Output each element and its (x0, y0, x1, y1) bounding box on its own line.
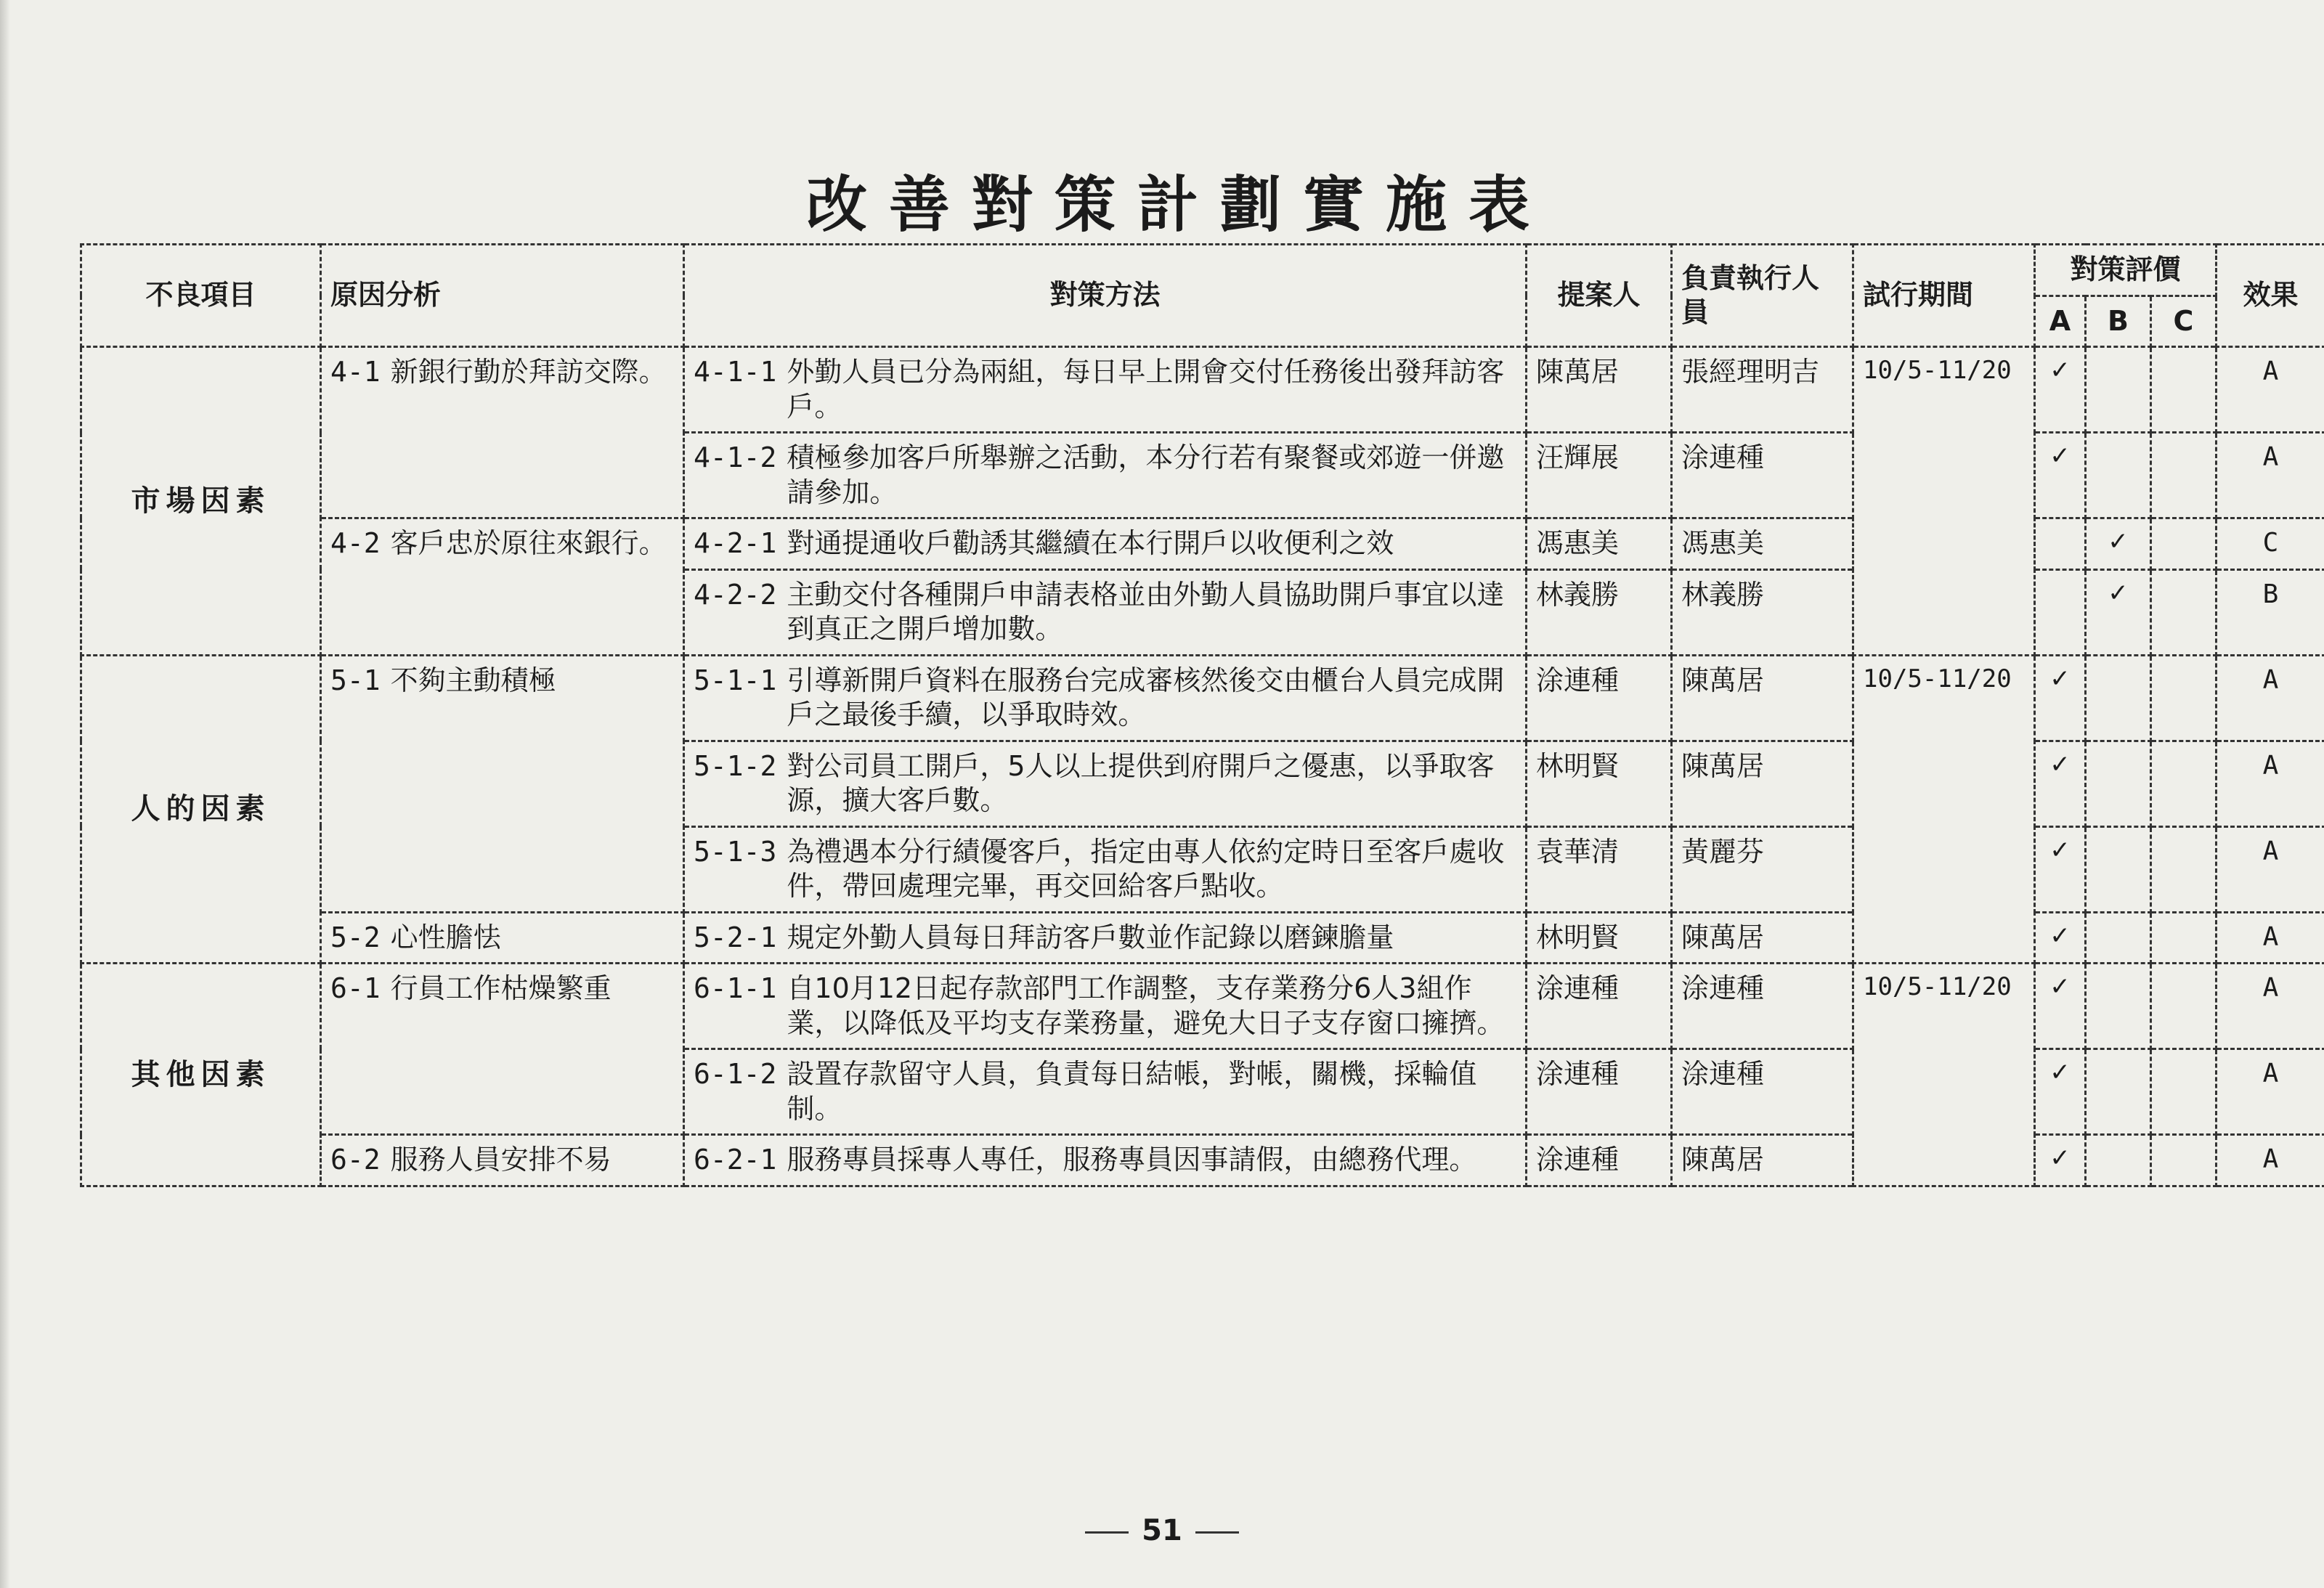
method-text: 對公司員工開戶，5人以上提供到府開戶之優惠，以爭取客源，擴大客戶數。 (787, 749, 1495, 816)
executor-cell: 黃麗芬 (1672, 826, 1853, 912)
eval-b-cell (2086, 741, 2151, 826)
page-footer (0, 1514, 2324, 1547)
proposer-cell: 陳萬居 (1527, 347, 1672, 433)
cause-code: 5-1 (330, 664, 381, 696)
eval-b-cell (2086, 433, 2151, 518)
eval-b-cell: ✓ (2086, 518, 2151, 570)
eval-c-cell (2151, 569, 2217, 655)
proposer-cell: 涂連種 (1527, 1049, 1672, 1135)
title-wrap (806, 156, 1728, 244)
table-row (81, 655, 2324, 741)
method-text: 為禮遇本分行績優客戶，指定由專人依約定時日至客戶處收件，帶回處理完畢，再交回給客戶點收。 (787, 835, 1505, 902)
footer-dash-left (1085, 1531, 1129, 1534)
method-text: 服務專員採專人專任，服務專員因事請假，由總務代理。 (787, 1144, 1477, 1176)
defect-item: 市場因素 (81, 347, 321, 656)
method-cell (684, 347, 1527, 433)
executor-cell: 張經理明吉 (1672, 347, 1853, 433)
cause-text: 客戶忠於原往來銀行。 (390, 527, 667, 559)
header-eval-a: A (2035, 296, 2086, 347)
page-title: 改善對策計劃實施表 (806, 169, 1552, 240)
executor-cell: 涂連種 (1672, 964, 1853, 1049)
effect-cell: A (2217, 655, 2324, 741)
proposer-cell: 林義勝 (1527, 569, 1672, 655)
method-cell (684, 826, 1527, 912)
eval-a-cell (2035, 569, 2086, 655)
method-cell (684, 964, 1527, 1049)
executor-cell: 陳萬居 (1672, 655, 1853, 741)
eval-b-cell (2086, 964, 2151, 1049)
method-code: 4-1-2 (694, 441, 777, 473)
method-code: 4-2-2 (694, 578, 777, 611)
eval-c-cell (2151, 964, 2217, 1049)
cause-cell (321, 518, 684, 656)
eval-b-cell (2086, 1049, 2151, 1135)
effect-cell: A (2217, 741, 2324, 826)
method-cell (684, 741, 1527, 826)
proposer-cell: 林明賢 (1527, 912, 1672, 964)
method-cell (684, 912, 1527, 964)
page-number: 51 (1142, 1514, 1182, 1547)
eval-b-cell (2086, 347, 2151, 433)
executor-cell: 涂連種 (1672, 433, 1853, 518)
eval-c-cell (2151, 1049, 2217, 1135)
eval-a-cell: ✓ (2035, 433, 2086, 518)
eval-a-cell: ✓ (2035, 912, 2086, 964)
proposer-cell: 汪輝展 (1527, 433, 1672, 518)
proposer-cell: 馮惠美 (1527, 518, 1672, 570)
header-executor: 負責執行人員 (1672, 245, 1853, 347)
proposer-cell: 涂連種 (1527, 655, 1672, 741)
method-cell (684, 518, 1527, 570)
proposer-cell: 袁華清 (1527, 826, 1672, 912)
footer-dash-right (1195, 1531, 1239, 1534)
effect-cell: A (2217, 912, 2324, 964)
method-code: 5-2-1 (694, 921, 777, 953)
period-cell: 10/5-11/20 (1853, 347, 2035, 656)
cause-cell (321, 655, 684, 912)
eval-c-cell (2151, 912, 2217, 964)
eval-c-cell (2151, 433, 2217, 518)
method-code: 5-1-1 (694, 664, 777, 696)
method-code: 4-2-1 (694, 527, 777, 559)
cause-code: 4-2 (330, 527, 381, 559)
executor-cell: 陳萬居 (1672, 912, 1853, 964)
executor-cell: 陳萬居 (1672, 741, 1853, 826)
eval-a-cell (2035, 518, 2086, 570)
period-cell: 10/5-11/20 (1853, 964, 2035, 1186)
cause-cell (321, 964, 684, 1135)
header-effect: 效果 (2217, 245, 2324, 347)
cause-text: 心性膽怯 (390, 921, 501, 953)
method-text: 引導新開戶資料在服務台完成審核然後交由櫃台人員完成開戶之最後手續，以爭取時效。 (787, 664, 1505, 730)
proposer-cell: 涂連種 (1527, 964, 1672, 1049)
method-cell (684, 655, 1527, 741)
table-row (81, 347, 2324, 433)
period-cell: 10/5-11/20 (1853, 655, 2035, 964)
method-cell (684, 1049, 1527, 1135)
eval-a-cell: ✓ (2035, 347, 2086, 433)
effect-cell: A (2217, 826, 2324, 912)
eval-c-cell (2151, 741, 2217, 826)
eval-a-cell: ✓ (2035, 1135, 2086, 1186)
eval-a-cell: ✓ (2035, 741, 2086, 826)
header-item: 不良項目 (81, 245, 321, 347)
defect-item: 其他因素 (81, 964, 321, 1186)
method-cell (684, 433, 1527, 518)
effect-cell: C (2217, 518, 2324, 570)
eval-b-cell: ✓ (2086, 569, 2151, 655)
eval-a-cell: ✓ (2035, 964, 2086, 1049)
eval-c-cell (2151, 518, 2217, 570)
defect-item: 人的因素 (81, 655, 321, 964)
table-row (81, 964, 2324, 1049)
cause-code: 6-1 (330, 972, 381, 1004)
executor-cell: 馮惠美 (1672, 518, 1853, 570)
cause-code: 6-2 (330, 1144, 381, 1176)
header-eval-c: C (2151, 296, 2217, 347)
effect-cell: A (2217, 1135, 2324, 1186)
eval-c-cell (2151, 826, 2217, 912)
effect-cell: A (2217, 964, 2324, 1049)
cause-text: 服務人員安排不易 (390, 1144, 612, 1176)
cause-cell (321, 347, 684, 518)
eval-a-cell: ✓ (2035, 655, 2086, 741)
cause-cell (321, 912, 684, 964)
executor-cell: 陳萬居 (1672, 1135, 1853, 1186)
method-text: 外勤人員已分為兩組，每日早上開會交付任務後出發拜訪客戶。 (787, 356, 1505, 423)
method-code: 6-2-1 (694, 1144, 777, 1176)
eval-a-cell: ✓ (2035, 1049, 2086, 1135)
header-period: 試行期間 (1853, 245, 2035, 347)
proposer-cell: 涂連種 (1527, 1135, 1672, 1186)
cause-code: 5-2 (330, 921, 381, 953)
improvement-plan-table (80, 243, 2324, 1187)
eval-c-cell (2151, 655, 2217, 741)
proposer-cell: 林明賢 (1527, 741, 1672, 826)
header-method: 對策方法 (684, 245, 1527, 347)
method-text: 積極參加客戶所舉辦之活動，本分行若有聚餐或郊遊一併邀請參加。 (787, 441, 1505, 508)
eval-b-cell (2086, 1135, 2151, 1186)
eval-b-cell (2086, 912, 2151, 964)
executor-cell: 涂連種 (1672, 1049, 1853, 1135)
table-header (81, 245, 2324, 347)
method-cell (684, 1135, 1527, 1186)
effect-cell: B (2217, 569, 2324, 655)
eval-b-cell (2086, 655, 2151, 741)
method-text: 設置存款留守人員，負責每日結帳，對帳，關機，採輪值制。 (787, 1058, 1477, 1125)
method-cell (684, 569, 1527, 655)
effect-cell: A (2217, 347, 2324, 433)
method-text: 主動交付各種開戶申請表格並由外勤人員協助開戶事宜以達到真正之開戶增加數。 (787, 578, 1505, 645)
effect-cell: A (2217, 1049, 2324, 1135)
method-code: 5-1-3 (694, 835, 777, 868)
method-text: 對通提通收戶勸誘其繼續在本行開戶以收便利之效 (787, 527, 1394, 559)
header-eval-b: B (2086, 296, 2151, 347)
eval-a-cell: ✓ (2035, 826, 2086, 912)
method-code: 6-1-1 (694, 972, 777, 1004)
cause-cell (321, 1135, 684, 1186)
eval-c-cell (2151, 347, 2217, 433)
header-evaluation: 對策評價 (2035, 245, 2217, 296)
method-code: 5-1-2 (694, 749, 777, 782)
scan-edge (0, 0, 10, 1588)
cause-code: 4-1 (330, 356, 381, 388)
method-text: 自10月12日起存款部門工作調整，支存業務分6人3組作業，以降低及平均支存業務量，避免大日子支存窗口擁擠。 (787, 972, 1505, 1039)
method-text: 規定外勤人員每日拜訪客戶數並作記錄以磨鍊膽量 (787, 921, 1394, 953)
header-proposer: 提案人 (1527, 245, 1672, 347)
executor-cell: 林義勝 (1672, 569, 1853, 655)
method-code: 4-1-1 (694, 356, 777, 388)
cause-text: 行員工作枯燥繁重 (390, 972, 612, 1004)
table-body (81, 347, 2324, 1186)
eval-b-cell (2086, 826, 2151, 912)
header-cause: 原因分析 (321, 245, 684, 347)
effect-cell: A (2217, 433, 2324, 518)
eval-c-cell (2151, 1135, 2217, 1186)
method-code: 6-1-2 (694, 1058, 777, 1090)
cause-text: 不夠主動積極 (390, 664, 556, 696)
cause-text: 新銀行勤於拜訪交際。 (390, 356, 667, 388)
